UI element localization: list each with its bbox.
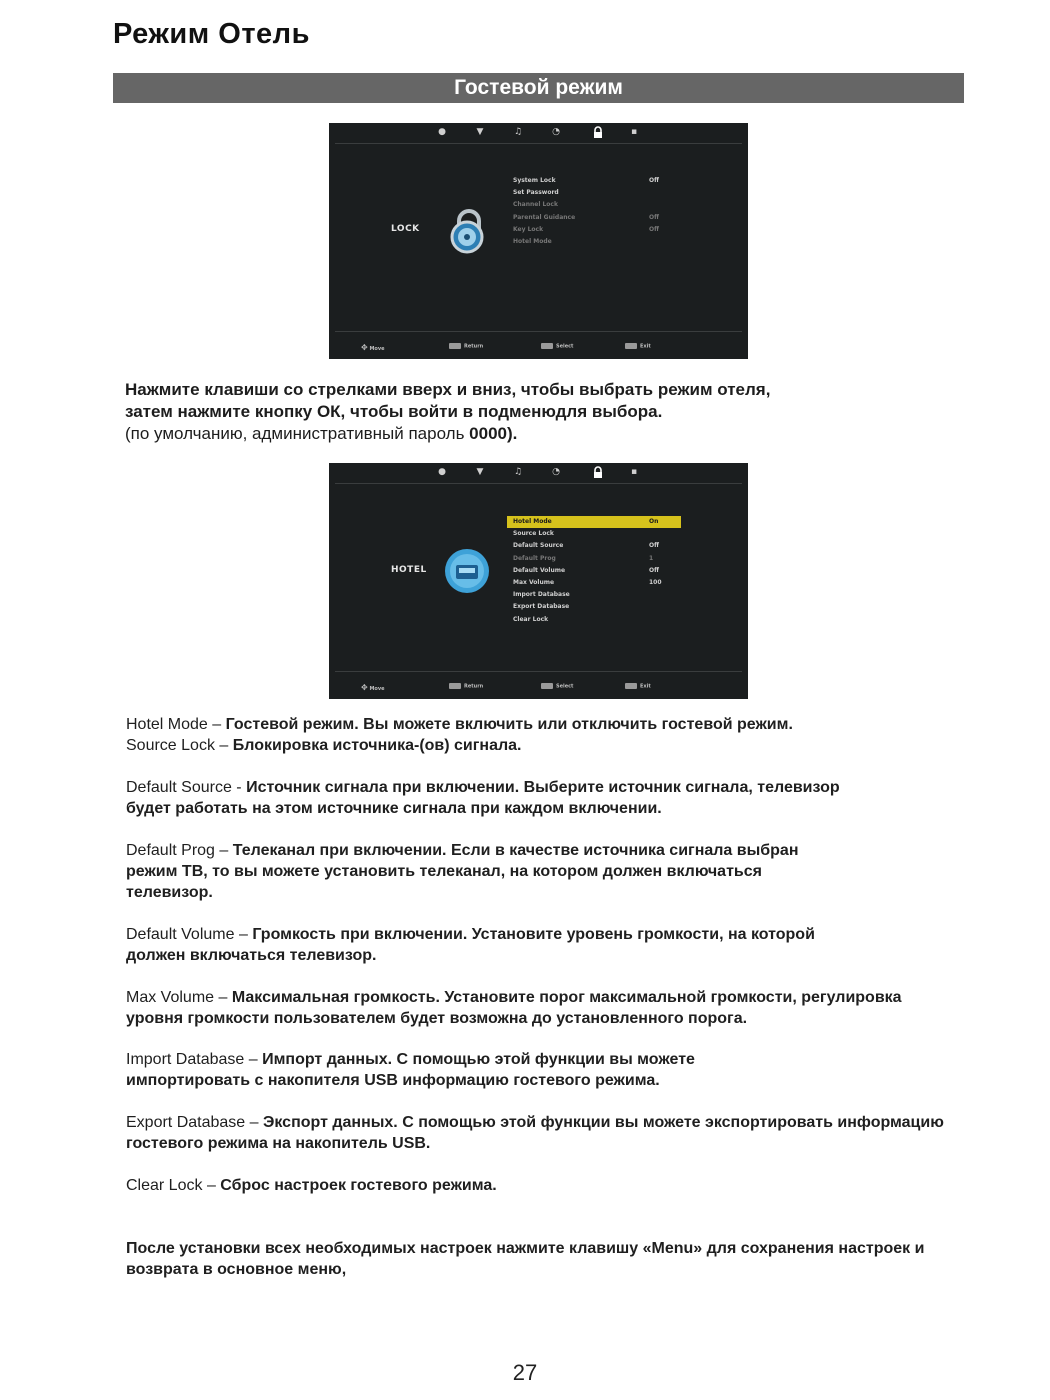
menu-item-system-lock[interactable]: System Lock Off (513, 177, 659, 184)
menu-key-icon (449, 683, 461, 689)
page-number: 27 (512, 1360, 538, 1385)
description-clear-lock: Clear Lock – Сброс настроек гостевого режима. (126, 1177, 497, 1194)
lock-options-list (507, 175, 681, 248)
description-import-database: Import Database – Импорт данных. С помощью этой функции вы можете импортировать с накопителя USB информацию гостевого режима. (126, 1051, 695, 1089)
footer-select: Select (541, 343, 573, 350)
arrows-icon: ✥ (361, 343, 368, 352)
description-export-database: Export Database – Экспорт данных. С помощью этой функции вы можете экспортировать информацию гостевого режима на накопитель USB. (126, 1114, 944, 1152)
arrows-icon: ✥ (361, 683, 368, 692)
instructions: Нажмите клавиши со стрелками вверх и вниз, чтобы выбрать режим отеля, затем нажмите кнопку ОК, чтобы войти в подменюдля выбора. (по умолчанию, административный пароль 0000). (125, 380, 771, 443)
divider (335, 671, 742, 672)
hotel-icon (444, 548, 490, 594)
footer-select: Select (541, 683, 573, 690)
footer-return: Return (449, 343, 483, 350)
picture-icon: ● (438, 127, 446, 137)
divider (335, 331, 742, 332)
menu-item-hotel-mode[interactable]: Hotel Mode (513, 237, 552, 245)
divider (335, 143, 742, 144)
description-source-lock: Source Lock – Блокировка источника-(ов) сигнала. (126, 737, 522, 754)
default-password: 0000 (469, 424, 507, 443)
description-default-prog: Default Prog – Телеканал при включении. Если в качестве источника сигнала выбран режим ТВ, то вы можете установить телеканал, на котором должен включаться телевизор. (126, 842, 799, 901)
picture-icon: ● (438, 467, 446, 477)
exit-key-icon (625, 683, 637, 689)
menu-item-source-lock[interactable]: Source Lock (513, 530, 554, 538)
menu-item-channel-lock[interactable]: Channel Lock (513, 201, 558, 209)
menu-category-label: LOCK (391, 224, 420, 234)
menu-item-export-database[interactable]: Export Database (513, 603, 570, 611)
menu-item-default-volume[interactable]: Default Volume Off (513, 566, 659, 574)
hotel-menu-screenshot (329, 463, 748, 699)
description-hotel-mode: Hotel Mode – Гостевой режим. Вы можете включить или отключить гостевой режим. (126, 716, 793, 733)
description-default-volume: Default Volume – Громкость при включении. Установите уровень громкости, на которой должен включаться телевизор. (126, 926, 815, 964)
divider (335, 483, 742, 484)
time-icon: ◔ (552, 127, 560, 137)
section-heading: Гостевой режим (113, 73, 964, 103)
channel-icon: ▼ (476, 127, 484, 137)
sound-icon: ♫ (513, 127, 523, 137)
hotel-options-list (507, 516, 681, 626)
padlock-icon (443, 207, 491, 255)
footer-exit: Exit (625, 343, 651, 350)
menu-item-default-prog[interactable]: Default Prog 1 (513, 554, 654, 562)
menu-key-icon (449, 343, 461, 349)
setup-icon: ▪ (630, 467, 638, 477)
description-default-source: Default Source - Источник сигнала при включении. Выберите источник сигнала, телевизор будет работать на этом источнике сигнала при каждом включении. (126, 779, 840, 817)
menu-item-key-lock[interactable]: Key Lock Off (513, 225, 659, 233)
footer-return: Return (449, 683, 483, 690)
lock-icon (592, 126, 604, 138)
footer-move: ✥ Move (361, 683, 385, 692)
tv-top-bar (329, 463, 748, 483)
lock-icon (592, 466, 604, 478)
menu-category-label: HOTEL (391, 565, 427, 575)
menu-item-default-source[interactable]: Default Source Off (513, 542, 659, 550)
tv-top-bar (329, 123, 748, 143)
menu-item-hotel-mode[interactable]: Hotel Mode On (507, 516, 681, 528)
footer-move: ✥ Move (361, 343, 385, 352)
menu-item-parental-guidance[interactable]: Parental Guidance Off (513, 213, 659, 221)
ok-key-icon (541, 343, 553, 349)
ok-key-icon (541, 683, 553, 689)
sound-icon: ♫ (513, 467, 523, 477)
time-icon: ◔ (552, 467, 560, 477)
lock-menu-screenshot (329, 123, 748, 359)
closing-note: После установки всех необходимых настроек нажмите клавишу «Menu» для сохранения настроек и возврата в основное меню, (126, 1240, 925, 1278)
menu-item-import-database[interactable]: Import Database (513, 591, 570, 599)
description-max-volume: Max Volume – Максимальная громкость. Установите порог максимальной громкости, регулировка уровня громкости пользователем будет возможна до установленного порога. (126, 989, 902, 1027)
menu-item-clear-lock[interactable]: Clear Lock (513, 615, 549, 623)
menu-item-max-volume[interactable]: Max Volume 100 (513, 578, 662, 586)
exit-key-icon (625, 343, 637, 349)
menu-item-set-password[interactable]: Set Password (513, 189, 559, 197)
setup-icon: ▪ (630, 127, 638, 137)
page-title: Режим Отель (113, 18, 310, 50)
footer-exit: Exit (625, 683, 651, 690)
channel-icon: ▼ (476, 467, 484, 477)
